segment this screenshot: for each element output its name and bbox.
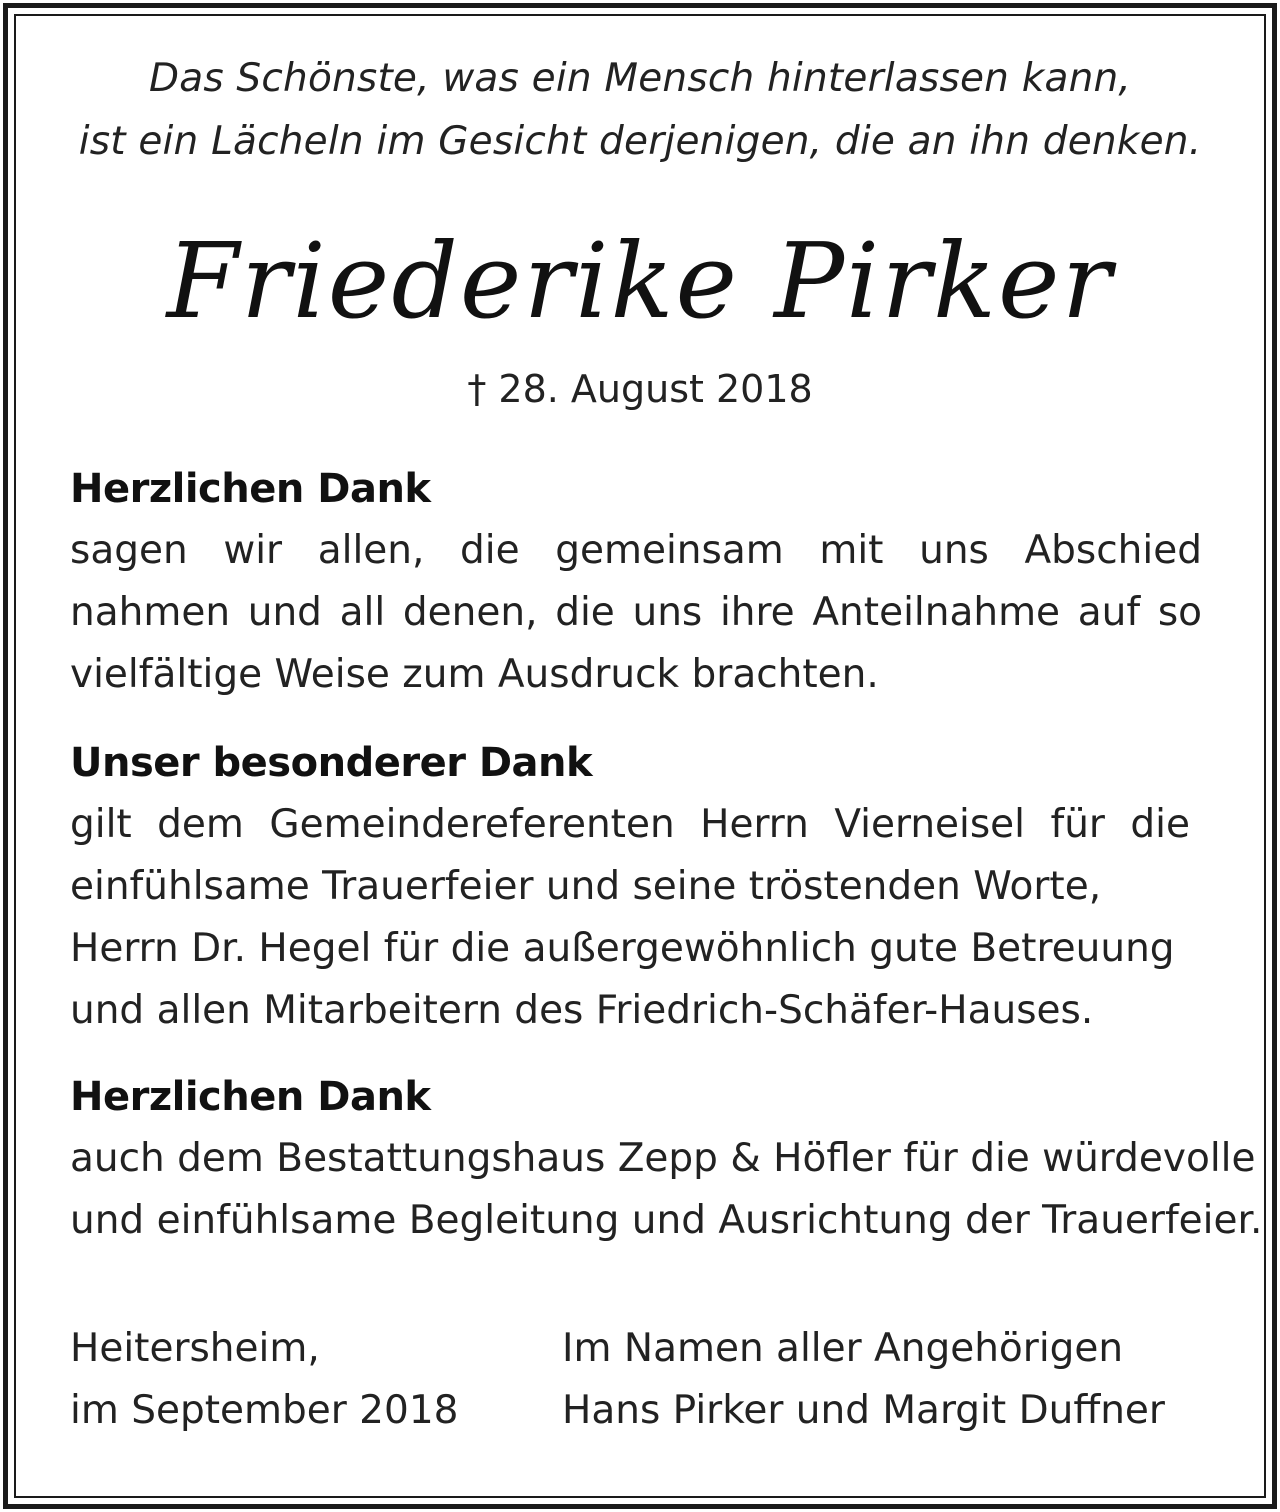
- section-text-line: gilt dem Gemeindereferenten Herrn Vierneisel für die: [70, 802, 1190, 847]
- deceased-name: Friederike Pirker: [166, 220, 1114, 342]
- section-text-line: einfühlsame Trauerfeier und seine tröstenden Worte,: [70, 864, 1102, 909]
- section-text-line: auch dem Bestattungshaus Zepp & Höfler für die würdevolle: [70, 1136, 1256, 1181]
- footer-signatories: Hans Pirker und Margit Duffner: [562, 1388, 1165, 1433]
- thanks-section-special: [70, 732, 1202, 1042]
- section-heading: Herzlichen Dank: [70, 1074, 431, 1120]
- section-text-line: vielfältige Weise zum Ausdruck brachten.: [70, 652, 879, 697]
- section-text-line: Herrn Dr. Hegel für die außergewöhnlich gute Betreuung: [70, 926, 1175, 971]
- footer-date: im September 2018: [70, 1388, 459, 1433]
- section-text-line: nahmen und all denen, die uns ihre Anteilnahme auf so: [70, 590, 1202, 635]
- footer-place: Heitersheim,: [70, 1326, 320, 1371]
- thanks-section-general: [70, 458, 1202, 706]
- section-text-line: und allen Mitarbeitern des Friedrich-Schäfer-Hauses.: [70, 988, 1094, 1033]
- death-date: † 28. August 2018: [467, 367, 813, 411]
- thanks-section-funeral-home: [70, 1066, 1263, 1252]
- section-heading: Herzlichen Dank: [70, 466, 431, 512]
- section-heading: Unser besonderer Dank: [70, 740, 593, 786]
- motto-line-1: Das Schönste, was ein Mensch hinterlassen kann,: [148, 56, 1132, 101]
- footer-place-date: [70, 1318, 458, 1442]
- motto-line-2: ist ein Lächeln im Gesicht derjenigen, die an ihn denken.: [78, 119, 1202, 164]
- section-text-line: und einfühlsame Begleitung und Ausrichtung der Trauerfeier.: [70, 1198, 1263, 1243]
- section-text-line: sagen wir allen, die gemeinsam mit uns Abschied: [70, 528, 1202, 573]
- footer-signature: [562, 1318, 1165, 1442]
- footer-on-behalf: Im Namen aller Angehörigen: [562, 1326, 1124, 1371]
